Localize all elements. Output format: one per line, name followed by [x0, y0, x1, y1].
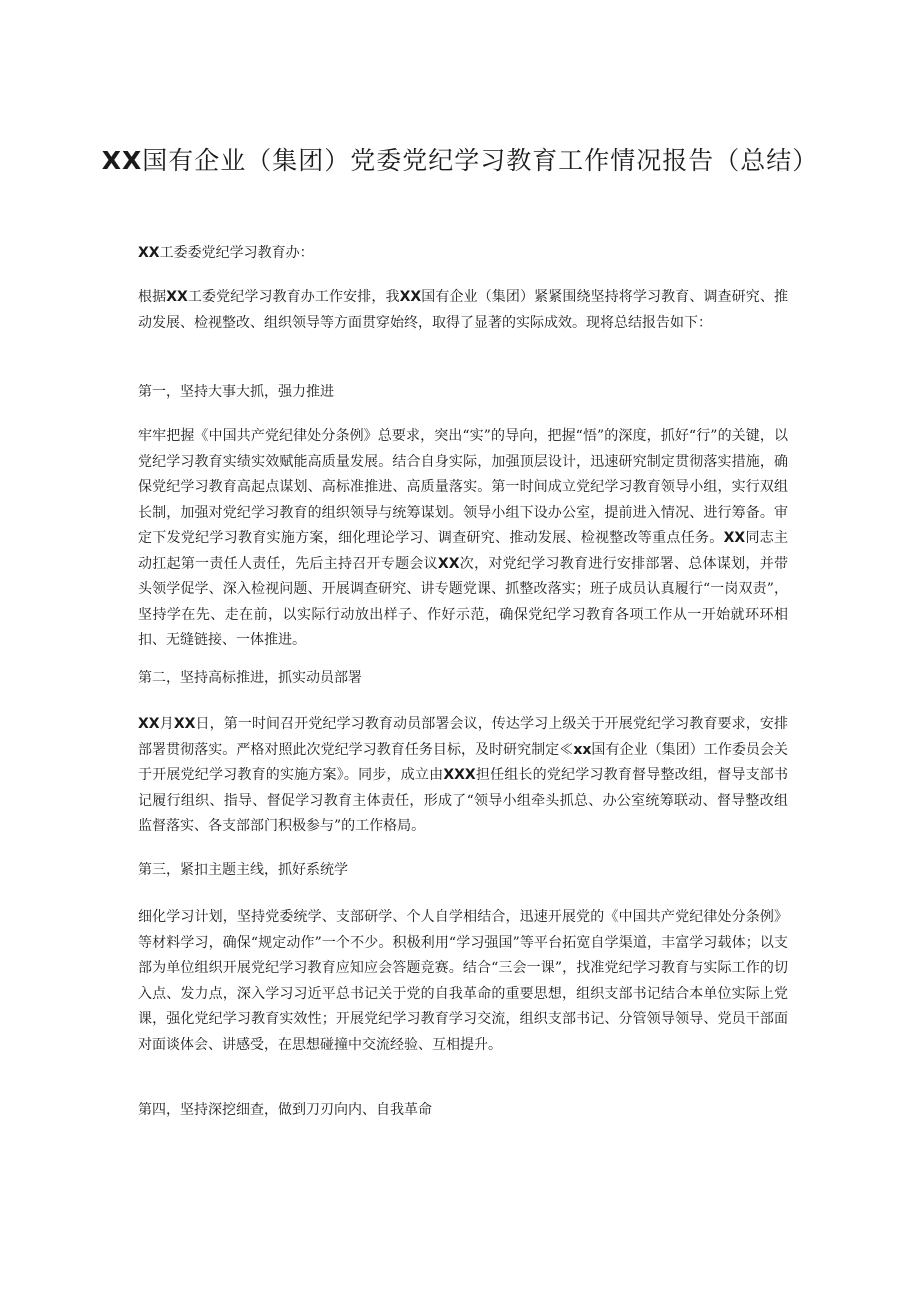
- section-heading-3: 第三，紧扣主题主线，抓好系统学: [138, 862, 348, 878]
- intro-paragraph: 根据XX工委党纪学习教育办工作安排，我XX国有企业（集团）紧紧围绕坚持将学习教育、调查研究、推动发展、检视整改、组织领导等方面贯穿始终，取得了显著的实际成效。现将总结报告如下：: [138, 289, 788, 331]
- section-body-3: 细化学习计划，坚持党委统学、支部研学、个人自学相结合，迅速开展党的《中国共产党纪律处分条例》等材料学习，确保“规定动作”一个不少。积极利用“学习强国”等平台拓宽自学渠道，丰富学习载体；以支部为单位组织开展党纪学习教育应知应会答题竞赛。结合“三会一课”，找准党纪学习教育与实际工作的切入点、发力点，深入学习习近平总书记关于党的自我革命的重要思想，组织支部书记结合本单位实际上党课，强化党纪学习教育实效性；开展党纪学习教育学习交流，组织支部书记、分管领导领导、党员干部面对面谈体会、讲感受，在思想碰撞中交流经验、互相提升。: [138, 909, 788, 1053]
- section-body-2: XX月XX日，第一时间召开党纪学习教育动员部署会议，传达学习上级关于开展党纪学习教育要求，安排部署贯彻落实。严格对照此次党纪学习教育任务目标，及时研究制定≪xx国有企业（集团）工作委员会关于开展党纪学习教育的实施方案》。同步，成立由XXX担任组长的党纪学习教育督导整改组，督导支部书记履行组织、指导、督促学习教育主体责任，形成了“领导小组牵头抓总、办公室统筹联动、督导整改组监督落实、各支部部门积极参与”的工作格局。: [138, 716, 789, 834]
- salutation: XX工委委党纪学习教育办：: [138, 245, 314, 261]
- section-heading-4: 第四，坚持深挖细查，做到刀刃向内、自我革命: [138, 1102, 432, 1118]
- section-heading-1: 第一，坚持大事大抓，强力推进: [138, 384, 334, 400]
- document-title: XX国有企业（集团）党委党纪学习教育工作情况报告（总结）: [101, 146, 819, 175]
- section-body-1: 牢牢把握《中国共产党纪律处分条例》总要求，突出“实”的导向，把握“悟”的深度，抓好“行”的关键，以党纪学习教育实绩实效赋能高质量发展。结合自身实际，加强顶层设计，迅速研究制定贯彻落实措施，确保党纪学习教育高起点谋划、高标准推进、高质量落实。第一时间成立党纪学习教育领导小组，实行双组长制，加强对党纪学习教育的组织领导与统筹谋划。领导小组下设办公室，提前进入情况、进行筹备。审定下发党纪学习教育实施方案，细化理论学习、调查研究、推动发展、检视整改等重点任务。XX同志主动扛起第一责任人责任，先后主持召开专题会议XX次，对党纪学习教育进行安排部署、总体谋划，并带头领学促学、深入检视问题、开展调查研究、讲专题党课、抓整改落实；班子成员认真履行“一岗双责”，坚持学在先、走在前，以实际行动放出样子、作好示范，确保党纪学习教育各项工作从一开始就环环相扣、无缝链接、一体推进。: [138, 428, 789, 648]
- section-heading-2: 第二，坚持高标推进，抓实动员部署: [138, 670, 362, 686]
